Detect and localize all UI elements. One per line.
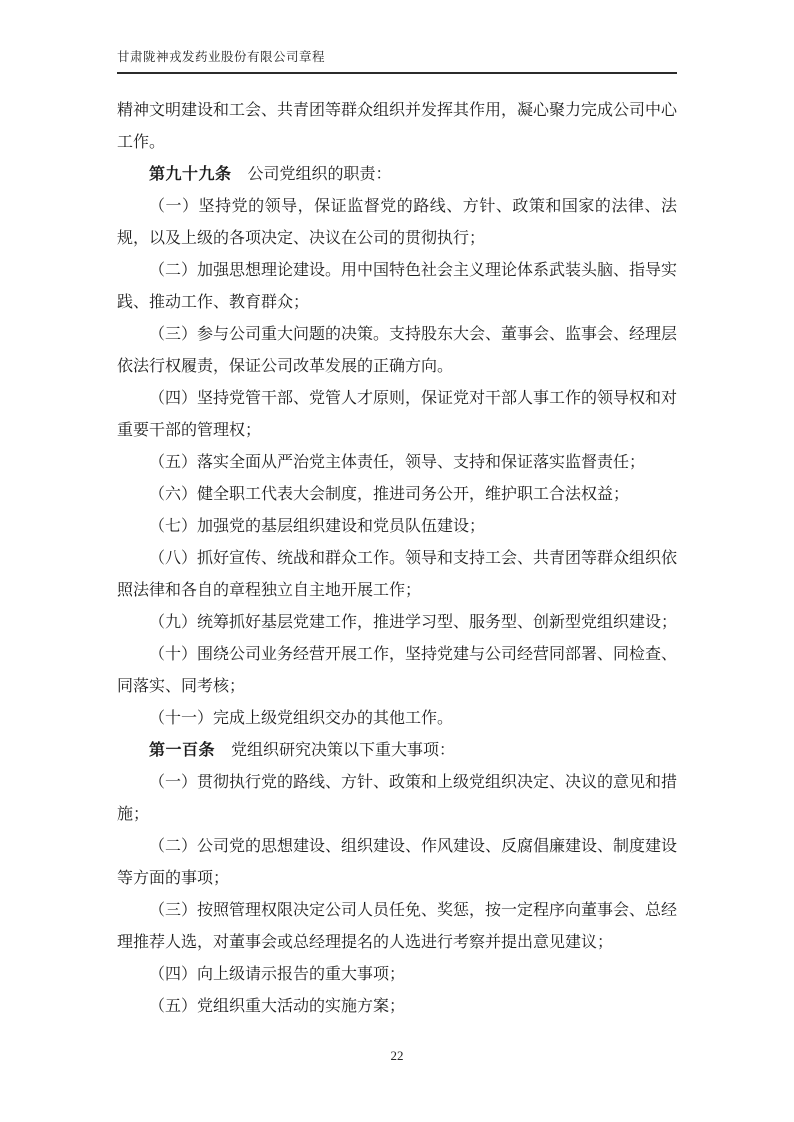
paragraph-clause-3: （三）参与公司重大问题的决策。支持股东大会、董事会、监事会、经理层依法行权履责，保证公司改革发展的正确方向。 — [117, 326, 678, 375]
paragraph-clause-5: （五）落实全面从严治党主体责任，领导、支持和保证落实监督责任； — [149, 454, 646, 471]
article-100-title: 党组织研究决策以下重大事项： — [215, 742, 456, 759]
paragraph-clause-a5: （五）党组织重大活动的实施方案； — [149, 998, 406, 1015]
header-title: 甘肃陇神戎发药业股份有限公司章程 — [117, 50, 326, 64]
paragraph-continuation: 精神文明建设和工会、共青团等群众组织并发挥其作用，凝心聚力完成公司中心工作。 — [117, 102, 678, 151]
paragraph-clause-7: （七）加强党的基层组织建设和党员队伍建设； — [149, 518, 486, 535]
paragraph-clause-1: （一）坚持党的领导，保证监督党的路线、方针、政策和国家的法律、法规，以及上级的各项决定、决议在公司的贯彻执行； — [117, 198, 677, 247]
paragraph-clause-a1: （一）贯彻执行党的路线、方针、政策和上级党组织决定、决议的意见和措施； — [117, 774, 678, 823]
document-body — [117, 95, 677, 1023]
article-99-number: 第九十九条 — [149, 166, 232, 183]
article-99-title: 公司党组织的职责： — [231, 166, 392, 183]
paragraph-clause-4: （四）坚持党管干部、党管人才原则，保证党对干部人事工作的领导权和对重要干部的管理权； — [117, 390, 678, 439]
paragraph-clause-a3: （三）按照管理权限决定公司人员任免、奖惩，按一定程序向董事会、总经理推荐人选，对董事会或总经理提名的人选进行考察并提出意见建议； — [117, 902, 678, 951]
paragraph-clause-11: （十一）完成上级党组织交办的其他工作。 — [149, 710, 454, 727]
paragraph-clause-6: （六）健全职工代表大会制度，推进司务公开，维护职工合法权益； — [149, 486, 630, 503]
paragraph-article-100 — [117, 735, 677, 767]
paragraph-clause-10: （十）围绕公司业务经营开展工作，坚持党建与公司经营同部署、同检查、同落实、同考核； — [117, 646, 678, 695]
page-footer — [0, 1048, 794, 1064]
paragraph-clause-9: （九）统筹抓好基层党建工作，推进学习型、服务型、创新型党组织建设； — [149, 614, 678, 631]
paragraph-article-99 — [117, 159, 677, 191]
paragraph-clause-2: （二）加强思想理论建设。用中国特色社会主义理论体系武装头脑、指导实践、推动工作、教育群众； — [117, 262, 678, 311]
page-number: 22 — [390, 1048, 404, 1063]
paragraph-clause-a4: （四）向上级请示报告的重大事项； — [149, 966, 406, 983]
paragraph-clause-a2: （二）公司党的思想建设、组织建设、作风建设、反腐倡廉建设、制度建设等方面的事项； — [117, 838, 678, 887]
page-header — [117, 49, 677, 74]
paragraph-clause-8: （八）抓好宣传、统战和群众工作。领导和支持工会、共青团等群众组织依照法律和各自的章程独立自主地开展工作； — [117, 550, 678, 599]
article-100-number: 第一百条 — [149, 742, 216, 759]
